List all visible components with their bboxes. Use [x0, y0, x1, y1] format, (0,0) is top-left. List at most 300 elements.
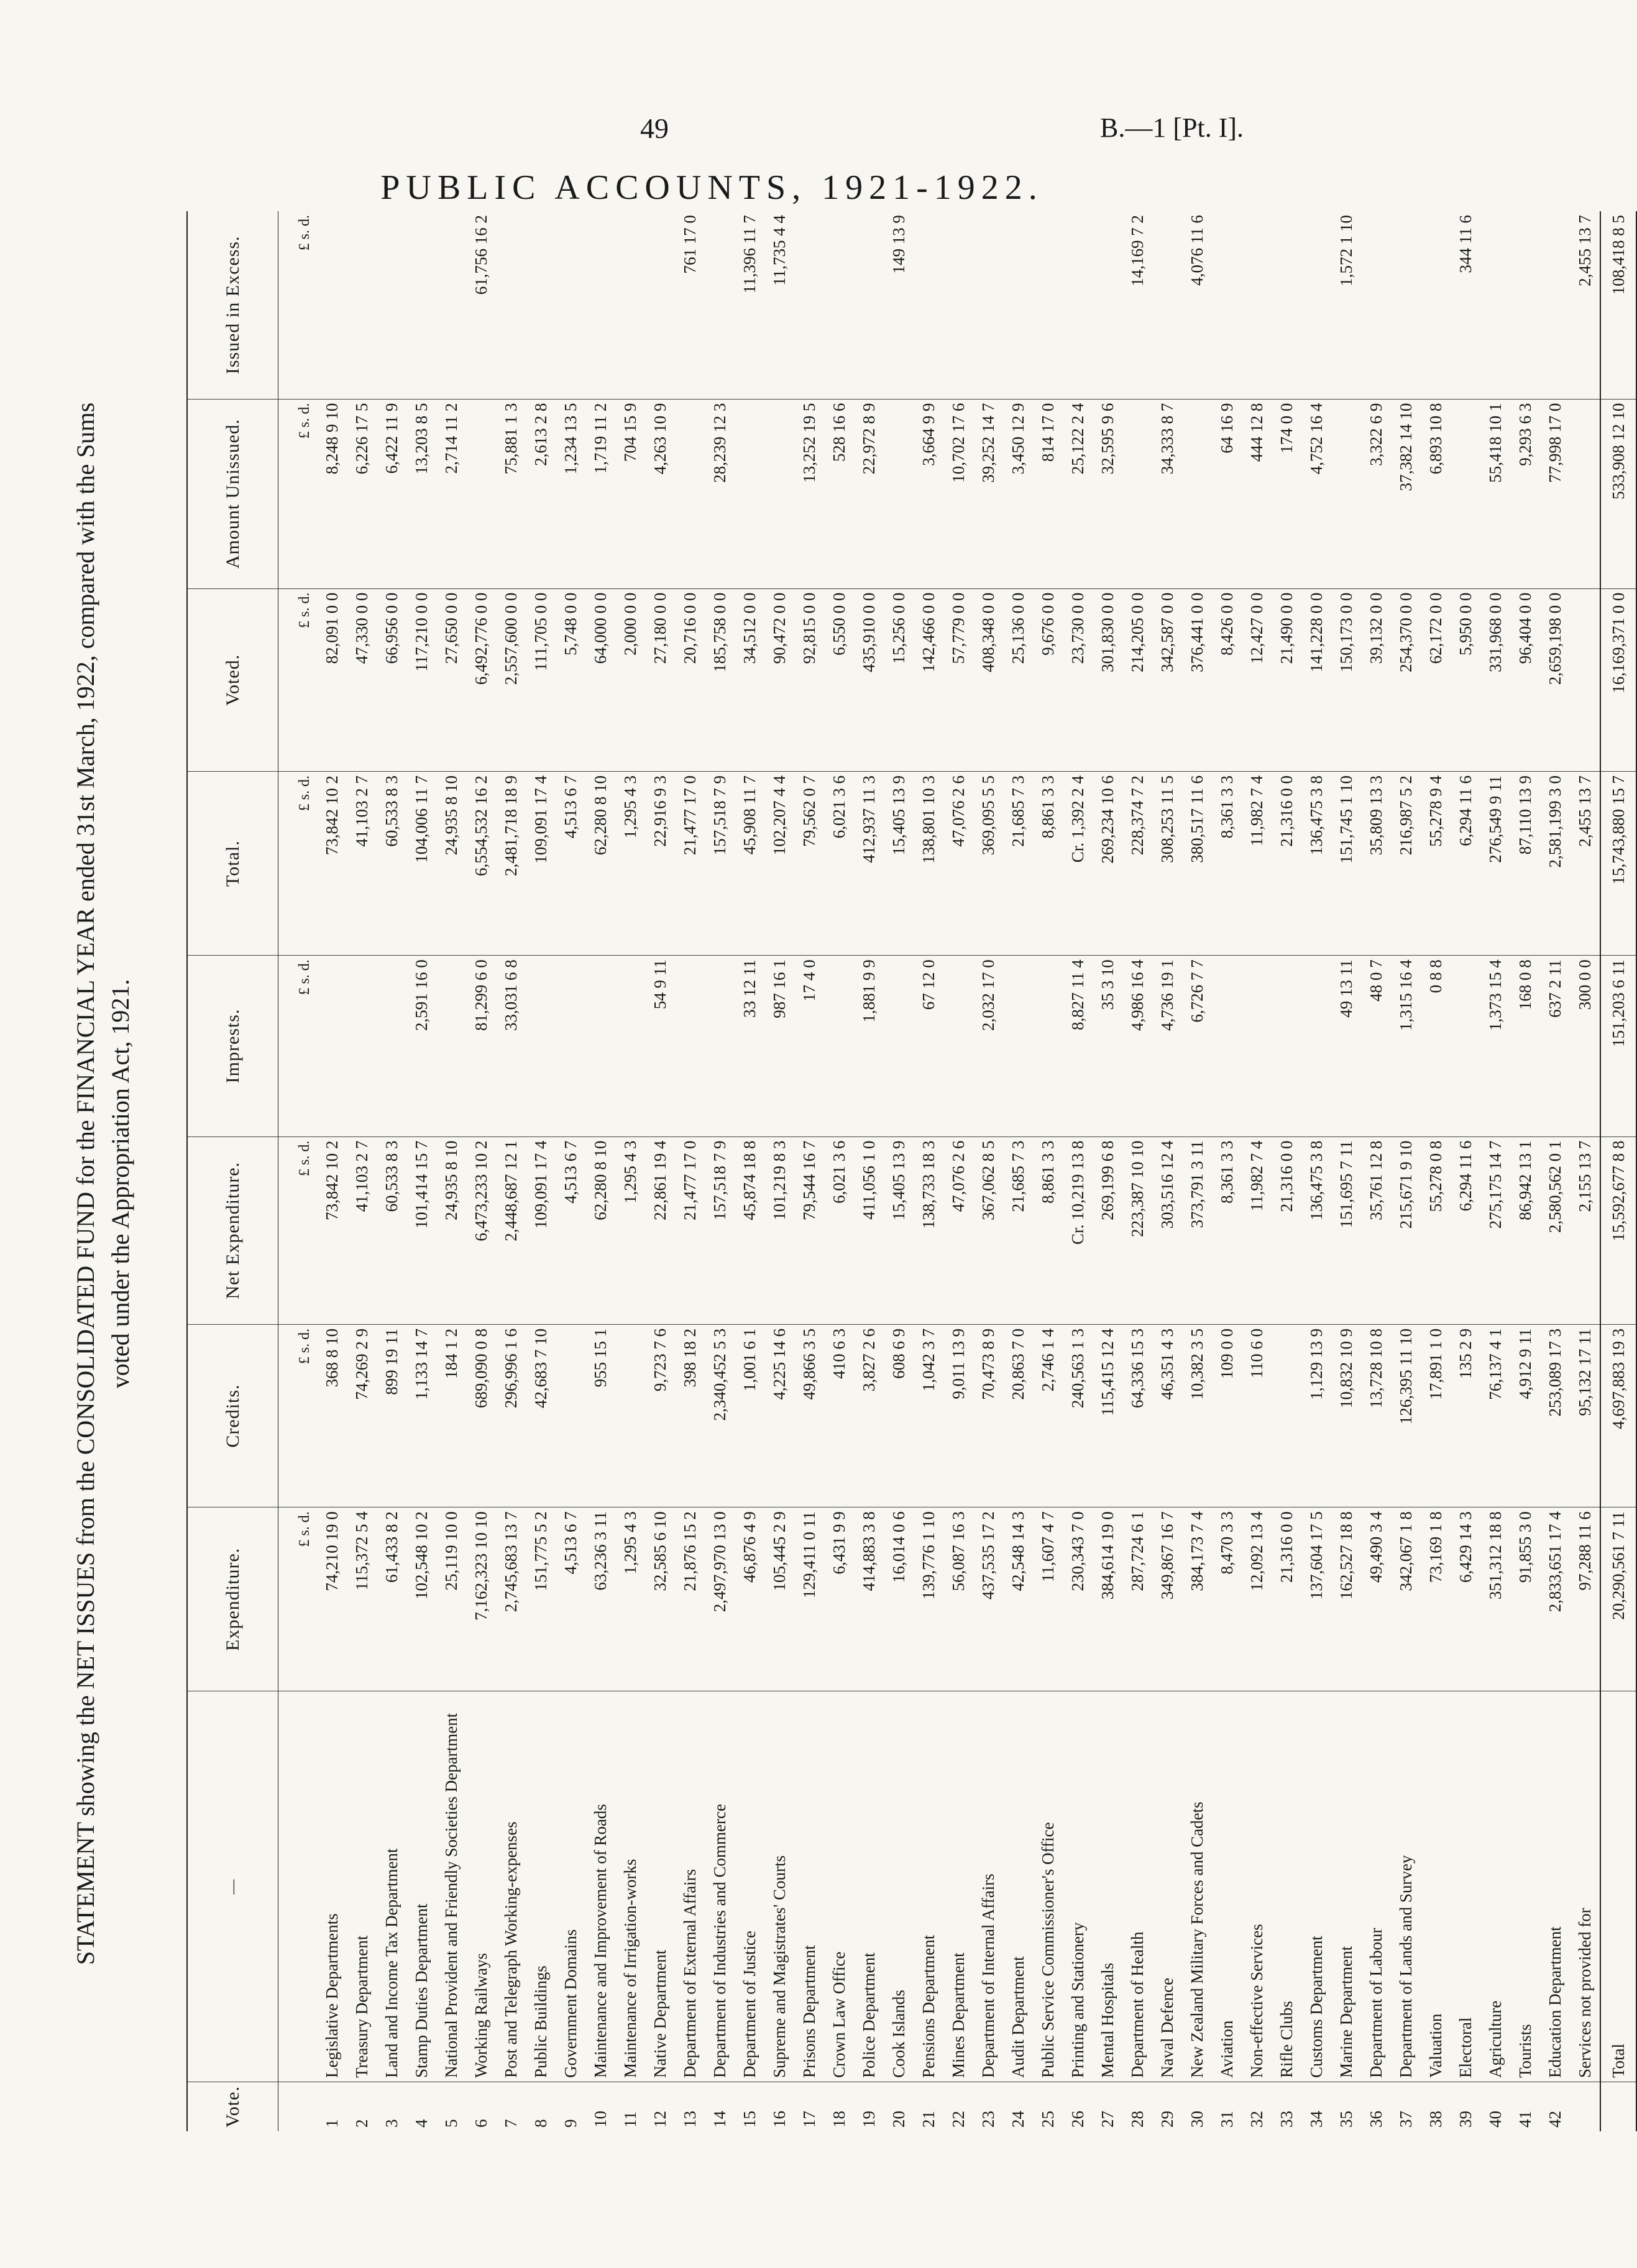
- excess-cell: [1361, 211, 1391, 399]
- vote-number: 5: [441, 2119, 461, 2128]
- department-name: Services not provided for: [1570, 1691, 1600, 2082]
- net-expenditure-cell: 411,056 1 0: [854, 1136, 884, 1324]
- unissued-cell: [1451, 399, 1480, 588]
- table-row: [943, 211, 973, 2131]
- department-name: Treasury Department: [347, 1691, 377, 2082]
- net-expenditure-cell: 6,294 11 6: [1451, 1136, 1480, 1324]
- table-row: [1361, 211, 1391, 2131]
- unissued-cell: 3,664 9 9: [914, 399, 943, 588]
- unissued-cell: [884, 399, 914, 588]
- expenditure-cell: 384,614 19 0: [1093, 1507, 1122, 1691]
- total-cell: 73,842 10 2: [317, 772, 347, 956]
- total-cell: 157,518 7 9: [705, 772, 735, 956]
- vote-number: 9: [561, 2119, 580, 2128]
- credits-cell: 64,336 15 3: [1122, 1324, 1152, 1507]
- expenditure-cell: 46,876 4 9: [735, 1507, 764, 1691]
- total-expenditure: 20,290,561 7 11: [1600, 1507, 1636, 1691]
- col-vote: Vote.: [187, 2082, 278, 2131]
- excess-cell: [585, 211, 615, 399]
- vote-number: 8: [531, 2119, 550, 2128]
- table-row: [1301, 211, 1331, 2131]
- department-name: Valuation: [1421, 1691, 1451, 2082]
- total-cell: 8,861 3 3: [1033, 772, 1063, 956]
- vote-number: 10: [590, 2111, 610, 2128]
- table-row: [1421, 211, 1451, 2131]
- net-issues-table: [186, 211, 1637, 2131]
- table-row: [675, 211, 705, 2131]
- total-cell: 151,745 1 10: [1331, 772, 1361, 956]
- credits-cell: 10,832 10 9: [1331, 1324, 1361, 1507]
- excess-cell: [526, 211, 556, 399]
- voted-cell: 6,550 0 0: [824, 588, 854, 771]
- department-name: Department of Health: [1122, 1691, 1152, 2082]
- total-total: 15,743,880 15 7: [1600, 772, 1636, 956]
- net-expenditure-cell: 8,361 3 3: [1212, 1136, 1242, 1324]
- credits-cell: 1,129 13 9: [1301, 1324, 1331, 1507]
- total-cell: 6,554,532 16 2: [466, 772, 496, 956]
- excess-cell: 761 17 0: [675, 211, 705, 399]
- total-row: [1600, 211, 1636, 2131]
- department-name: Crown Law Office: [824, 1691, 854, 2082]
- credits-cell: 608 6 9: [884, 1324, 914, 1507]
- credits-cell: [1272, 1324, 1301, 1507]
- voted-cell: 23,730 0 0: [1063, 588, 1093, 771]
- credits-cell: 109 0 0: [1212, 1324, 1242, 1507]
- table-row: [317, 211, 347, 2131]
- total-cell: 60,533 8 3: [377, 772, 406, 956]
- total-cell: 79,562 0 7: [794, 772, 824, 956]
- expenditure-cell: 384,173 7 4: [1182, 1507, 1212, 1691]
- header-row: [187, 211, 278, 2131]
- unit-label: £ s. d.: [278, 772, 318, 956]
- net-expenditure-cell: 109,091 17 4: [526, 1136, 556, 1324]
- col-total: Total.: [187, 772, 278, 956]
- total-cell: 21,685 7 3: [1003, 772, 1033, 956]
- unit-label: £ s. d.: [278, 211, 318, 399]
- department-name: Department of Industries and Commerce: [705, 1691, 735, 2082]
- department-name: Cook Islands: [884, 1691, 914, 2082]
- vote-number: 16: [769, 2111, 789, 2128]
- expenditure-cell: 97,288 11 6: [1570, 1507, 1600, 1691]
- vote-number: 37: [1396, 2111, 1415, 2128]
- document-reference: B.—1 [Pt. I].: [1100, 112, 1244, 143]
- imprests-cell: 67 12 0: [914, 956, 943, 1136]
- credits-cell: 70,473 8 9: [973, 1324, 1003, 1507]
- col-expenditure: Expenditure.: [187, 1507, 278, 1691]
- unissued-cell: 13,203 8 5: [406, 399, 436, 588]
- credits-cell: 689,090 0 8: [466, 1324, 496, 1507]
- net-expenditure-cell: 79,544 16 7: [794, 1136, 824, 1324]
- net-expenditure-cell: 138,733 18 3: [914, 1136, 943, 1324]
- imprests-cell: 54 9 11: [645, 956, 675, 1136]
- vote-number: 17: [799, 2111, 818, 2128]
- voted-cell: 9,676 0 0: [1033, 588, 1063, 771]
- net-expenditure-cell: 60,533 8 3: [377, 1136, 406, 1324]
- credits-cell: 74,269 2 9: [347, 1324, 377, 1507]
- vote-number: 31: [1217, 2111, 1236, 2128]
- unissued-cell: 28,239 12 3: [705, 399, 735, 588]
- credits-cell: 115,415 12 4: [1093, 1324, 1122, 1507]
- total-cell: 62,280 8 10: [585, 772, 615, 956]
- table-row: [556, 211, 585, 2131]
- excess-cell: [1212, 211, 1242, 399]
- expenditure-cell: 16,014 0 6: [884, 1507, 914, 1691]
- excess-cell: [1480, 211, 1510, 399]
- net-expenditure-cell: 367,062 8 5: [973, 1136, 1003, 1324]
- department-name: Agriculture: [1480, 1691, 1510, 2082]
- credits-cell: 240,563 1 3: [1063, 1324, 1093, 1507]
- net-expenditure-cell: 6,021 3 6: [824, 1136, 854, 1324]
- excess-cell: [1301, 211, 1331, 399]
- total-cell: 87,110 13 9: [1510, 772, 1540, 956]
- table-row: [1093, 211, 1122, 2131]
- expenditure-cell: 2,497,970 13 0: [705, 1507, 735, 1691]
- excess-cell: [854, 211, 884, 399]
- department-name: Marine Department: [1331, 1691, 1361, 2082]
- expenditure-cell: 129,411 0 11: [794, 1507, 824, 1691]
- department-name: Police Department: [854, 1691, 884, 2082]
- net-expenditure-cell: 2,155 13 7: [1570, 1136, 1600, 1324]
- credits-cell: 9,011 13 9: [943, 1324, 973, 1507]
- net-expenditure-cell: 269,199 6 8: [1093, 1136, 1122, 1324]
- voted-cell: 8,426 0 0: [1212, 588, 1242, 771]
- credits-cell: 126,395 11 10: [1391, 1324, 1421, 1507]
- unissued-cell: 1,719 11 2: [585, 399, 615, 588]
- total-cell: 35,809 13 3: [1361, 772, 1391, 956]
- expenditure-cell: 2,745,683 13 7: [496, 1507, 526, 1691]
- imprests-cell: 6,726 7 7: [1182, 956, 1212, 1136]
- vote-number: 1: [322, 2119, 341, 2128]
- net-expenditure-cell: 101,414 15 7: [406, 1136, 436, 1324]
- net-expenditure-cell: 55,278 0 8: [1421, 1136, 1451, 1324]
- total-cell: 216,987 5 2: [1391, 772, 1421, 956]
- vote-number: 36: [1366, 2111, 1385, 2128]
- imprests-cell: [1003, 956, 1033, 1136]
- credits-cell: 398 18 2: [675, 1324, 705, 1507]
- voted-cell: 92,815 0 0: [794, 588, 824, 771]
- vote-number: 30: [1187, 2111, 1206, 2128]
- voted-cell: 111,705 0 0: [526, 588, 556, 771]
- col-imprests: Imprests.: [187, 956, 278, 1136]
- unissued-cell: 2,613 2 8: [526, 399, 556, 588]
- total-cell: 2,455 13 7: [1570, 772, 1600, 956]
- unissued-cell: [675, 399, 705, 588]
- expenditure-cell: 105,445 2 9: [764, 1507, 794, 1691]
- table-row: [973, 211, 1003, 2131]
- table-row: [1510, 211, 1540, 2131]
- credits-cell: 46,351 4 3: [1152, 1324, 1182, 1507]
- voted-cell: 5,748 0 0: [556, 588, 585, 771]
- voted-cell: 82,091 0 0: [317, 588, 347, 771]
- total-cell: 6,294 11 6: [1451, 772, 1480, 956]
- department-name: Non-effective Services: [1242, 1691, 1272, 2082]
- credits-cell: 296,996 1 6: [496, 1324, 526, 1507]
- imprests-cell: [377, 956, 406, 1136]
- col-issued-in-excess: Issued in Excess.: [187, 211, 278, 399]
- total-cell: 136,475 3 8: [1301, 772, 1331, 956]
- excess-cell: [347, 211, 377, 399]
- vote-number: 2: [352, 2119, 371, 2128]
- table-row: [1122, 211, 1152, 2131]
- excess-cell: [1242, 211, 1272, 399]
- total-cell: 138,801 10 3: [914, 772, 943, 956]
- net-expenditure-cell: 73,842 10 2: [317, 1136, 347, 1324]
- total-cell: 8,361 3 3: [1212, 772, 1242, 956]
- department-name: Aviation: [1212, 1691, 1242, 2082]
- department-name: Printing and Stationery: [1063, 1691, 1093, 2082]
- imprests-cell: [1242, 956, 1272, 1136]
- total-cell: 308,253 11 5: [1152, 772, 1182, 956]
- credits-cell: 253,089 17 3: [1540, 1324, 1570, 1507]
- vote-number: 32: [1247, 2111, 1266, 2128]
- credits-cell: 49,866 3 5: [794, 1324, 824, 1507]
- imprests-cell: [1033, 956, 1063, 1136]
- total-unissued: 533,908 12 10: [1600, 399, 1636, 588]
- net-expenditure-cell: 215,671 9 10: [1391, 1136, 1421, 1324]
- voted-cell: 6,492,776 0 0: [466, 588, 496, 771]
- department-name: Department of Internal Affairs: [973, 1691, 1003, 2082]
- col-net-expenditure: Net Expenditure.: [187, 1136, 278, 1324]
- department-name: Rifle Clubs: [1272, 1691, 1301, 2082]
- unissued-cell: 32,595 9 6: [1093, 399, 1122, 588]
- total-cell: 104,006 11 7: [406, 772, 436, 956]
- expenditure-cell: 349,867 16 7: [1152, 1507, 1182, 1691]
- vote-number: 6: [471, 2119, 490, 2128]
- credits-cell: 2,746 1 4: [1033, 1324, 1063, 1507]
- total-cell: 47,076 2 6: [943, 772, 973, 956]
- credits-cell: [556, 1324, 585, 1507]
- voted-cell: 142,466 0 0: [914, 588, 943, 771]
- net-expenditure-cell: 157,518 7 9: [705, 1136, 735, 1324]
- total-cell: 369,095 5 5: [973, 772, 1003, 956]
- table-row: [1331, 211, 1361, 2131]
- total-cell: 15,405 13 9: [884, 772, 914, 956]
- total-cell: Cr. 1,392 2 4: [1063, 772, 1093, 956]
- imprests-cell: [705, 956, 735, 1136]
- unissued-cell: 3,322 6 9: [1361, 399, 1391, 588]
- net-expenditure-cell: 373,791 3 11: [1182, 1136, 1212, 1324]
- imprests-cell: 35 3 10: [1093, 956, 1122, 1136]
- excess-cell: [794, 211, 824, 399]
- expenditure-cell: 6,429 14 3: [1451, 1507, 1480, 1691]
- total-excess: 108,418 8 5: [1600, 211, 1636, 399]
- voted-cell: 376,441 0 0: [1182, 588, 1212, 771]
- unit-label: £ s. d.: [278, 588, 318, 771]
- table-row: [1212, 211, 1242, 2131]
- net-expenditure-cell: 303,516 12 4: [1152, 1136, 1182, 1324]
- unissued-cell: 22,972 8 9: [854, 399, 884, 588]
- department-name: Electoral: [1451, 1691, 1480, 2082]
- unissued-cell: 814 17 0: [1033, 399, 1063, 588]
- voted-cell: 12,427 0 0: [1242, 588, 1272, 771]
- total-cell: 55,278 9 4: [1421, 772, 1451, 956]
- vote-number: 34: [1306, 2111, 1326, 2128]
- table-row: [1391, 211, 1421, 2131]
- department-name: Stamp Duties Department: [406, 1691, 436, 2082]
- department-name: Maintenance of Irrigation-works: [615, 1691, 645, 2082]
- excess-cell: [496, 211, 526, 399]
- vote-number: 27: [1098, 2111, 1117, 2128]
- excess-cell: 2,455 13 7: [1570, 211, 1600, 399]
- vote-number: 28: [1127, 2111, 1147, 2128]
- table-row: [466, 211, 496, 2131]
- vote-number: 40: [1485, 2111, 1505, 2128]
- voted-cell: 62,172 0 0: [1421, 588, 1451, 771]
- voted-cell: 34,512 0 0: [735, 588, 764, 771]
- total-voted: 16,169,371 0 0: [1600, 588, 1636, 771]
- net-expenditure-cell: 41,103 2 7: [347, 1136, 377, 1324]
- unissued-cell: 37,382 14 10: [1391, 399, 1421, 588]
- table-row: [735, 211, 764, 2131]
- imprests-cell: [317, 956, 347, 1136]
- total-cell: 276,549 9 11: [1480, 772, 1510, 956]
- net-expenditure-cell: 35,761 12 8: [1361, 1136, 1391, 1324]
- excess-cell: [556, 211, 585, 399]
- unissued-cell: 77,998 17 0: [1540, 399, 1570, 588]
- table-row: [1242, 211, 1272, 2131]
- net-expenditure-cell: 45,874 18 8: [735, 1136, 764, 1324]
- department-name: Mental Hospitals: [1093, 1691, 1122, 2082]
- voted-cell: 254,370 0 0: [1391, 588, 1421, 771]
- expenditure-cell: 8,470 3 3: [1212, 1507, 1242, 1691]
- excess-cell: 11,396 11 7: [735, 211, 764, 399]
- unissued-cell: 64 16 9: [1212, 399, 1242, 588]
- department-name: Department of Lands and Survey: [1391, 1691, 1421, 2082]
- net-expenditure-cell: 22,861 19 4: [645, 1136, 675, 1324]
- rotated-statement: [68, 211, 1628, 2156]
- table-row: [496, 211, 526, 2131]
- expenditure-cell: 91,855 3 0: [1510, 1507, 1540, 1691]
- net-expenditure-cell: 223,387 10 10: [1122, 1136, 1152, 1324]
- excess-cell: [1510, 211, 1540, 399]
- col-voted: Voted.: [187, 588, 278, 771]
- excess-cell: 14,169 7 2: [1122, 211, 1152, 399]
- table-row: [436, 211, 466, 2131]
- total-cell: 102,207 4 4: [764, 772, 794, 956]
- credits-cell: 955 15 1: [585, 1324, 615, 1507]
- table-row: [884, 211, 914, 2131]
- imprests-cell: [585, 956, 615, 1136]
- imprests-cell: 300 0 0: [1570, 956, 1600, 1136]
- vote-number: 18: [829, 2111, 848, 2128]
- total-cell: 109,091 17 4: [526, 772, 556, 956]
- excess-cell: 11,735 4 4: [764, 211, 794, 399]
- expenditure-cell: 162,527 18 8: [1331, 1507, 1361, 1691]
- credits-cell: 17,891 1 0: [1421, 1324, 1451, 1507]
- unissued-cell: 704 15 9: [615, 399, 645, 588]
- voted-cell: 185,758 0 0: [705, 588, 735, 771]
- imprests-cell: 2,032 17 0: [973, 956, 1003, 1136]
- net-expenditure-cell: 24,935 8 10: [436, 1136, 466, 1324]
- imprests-cell: [1212, 956, 1242, 1136]
- total-cell: 269,234 10 6: [1093, 772, 1122, 956]
- voted-cell: 331,968 0 0: [1480, 588, 1510, 771]
- total-cell: 2,581,199 3 0: [1540, 772, 1570, 956]
- total-cell: 6,021 3 6: [824, 772, 854, 956]
- net-expenditure-cell: 8,861 3 3: [1033, 1136, 1063, 1324]
- vote-number: 20: [889, 2111, 908, 2128]
- credits-cell: 1,133 14 7: [406, 1324, 436, 1507]
- imprests-cell: 4,986 16 4: [1122, 956, 1152, 1136]
- imprests-cell: [556, 956, 585, 1136]
- imprests-cell: 0 8 8: [1421, 956, 1451, 1136]
- vote-number: 4: [411, 2119, 431, 2128]
- voted-cell: 20,716 0 0: [675, 588, 705, 771]
- statement-caption: [68, 211, 138, 2156]
- unissued-cell: 1,234 13 5: [556, 399, 585, 588]
- credits-cell: 899 19 11: [377, 1324, 406, 1507]
- excess-cell: 4,076 11 6: [1182, 211, 1212, 399]
- voted-cell: 21,490 0 0: [1272, 588, 1301, 771]
- voted-cell: 15,256 0 0: [884, 588, 914, 771]
- voted-cell: 301,830 0 0: [1093, 588, 1122, 771]
- credits-cell: 13,728 10 8: [1361, 1324, 1391, 1507]
- department-name: Public Buildings: [526, 1691, 556, 2082]
- unissued-cell: 6,226 17 5: [347, 399, 377, 588]
- expenditure-cell: 1,295 4 3: [615, 1507, 645, 1691]
- vote-number: 35: [1336, 2111, 1355, 2128]
- vote-number: 22: [948, 2111, 968, 2128]
- expenditure-cell: 7,162,323 10 10: [466, 1507, 496, 1691]
- excess-cell: [943, 211, 973, 399]
- credits-cell: 20,863 7 0: [1003, 1324, 1033, 1507]
- expenditure-cell: 6,431 9 9: [824, 1507, 854, 1691]
- department-name: National Provident and Friendly Societies Department: [436, 1691, 466, 2082]
- voted-cell: 5,950 0 0: [1451, 588, 1480, 771]
- total-net-expenditure: 15,592,677 8 8: [1600, 1136, 1636, 1324]
- voted-cell: 39,132 0 0: [1361, 588, 1391, 771]
- department-name: Maintenance and Improvement of Roads: [585, 1691, 615, 2082]
- excess-cell: [615, 211, 645, 399]
- imprests-cell: 1,881 9 9: [854, 956, 884, 1136]
- credits-cell: 42,683 7 10: [526, 1324, 556, 1507]
- vote-number: 42: [1545, 2111, 1564, 2128]
- expenditure-cell: 230,343 7 0: [1063, 1507, 1093, 1691]
- table-body: [278, 211, 1601, 2131]
- net-expenditure-cell: 2,448,687 12 1: [496, 1136, 526, 1324]
- excess-cell: [1391, 211, 1421, 399]
- excess-cell: [705, 211, 735, 399]
- table-row: [1540, 211, 1570, 2131]
- net-expenditure-cell: 275,175 14 7: [1480, 1136, 1510, 1324]
- table-row: [705, 211, 735, 2131]
- voted-cell: 90,472 0 0: [764, 588, 794, 771]
- voted-cell: 141,228 0 0: [1301, 588, 1331, 771]
- voted-cell: 2,000 0 0: [615, 588, 645, 771]
- unissued-cell: 75,881 1 3: [496, 399, 526, 588]
- voted-cell: 435,910 0 0: [854, 588, 884, 771]
- expenditure-cell: 102,548 10 2: [406, 1507, 436, 1691]
- imprests-cell: 33 12 11: [735, 956, 764, 1136]
- col-department: —: [187, 1691, 278, 2082]
- table-row: [347, 211, 377, 2131]
- vote-number: 13: [680, 2111, 699, 2128]
- unissued-cell: 6,893 10 8: [1421, 399, 1451, 588]
- page-title: PUBLIC ACCOUNTS, 1921-1922.: [380, 168, 1043, 207]
- total-cell: 4,513 6 7: [556, 772, 585, 956]
- imprests-cell: 637 2 11: [1540, 956, 1570, 1136]
- unissued-cell: [1570, 399, 1600, 588]
- vote-number: 12: [650, 2111, 669, 2128]
- unissued-cell: 13,252 19 5: [794, 399, 824, 588]
- vote-number: [1570, 2082, 1600, 2131]
- excess-cell: [914, 211, 943, 399]
- imprests-cell: [1272, 956, 1301, 1136]
- expenditure-cell: 137,604 17 5: [1301, 1507, 1331, 1691]
- department-name: Legislative Departments: [317, 1691, 347, 2082]
- expenditure-cell: 351,312 18 8: [1480, 1507, 1510, 1691]
- expenditure-cell: 42,548 14 3: [1003, 1507, 1033, 1691]
